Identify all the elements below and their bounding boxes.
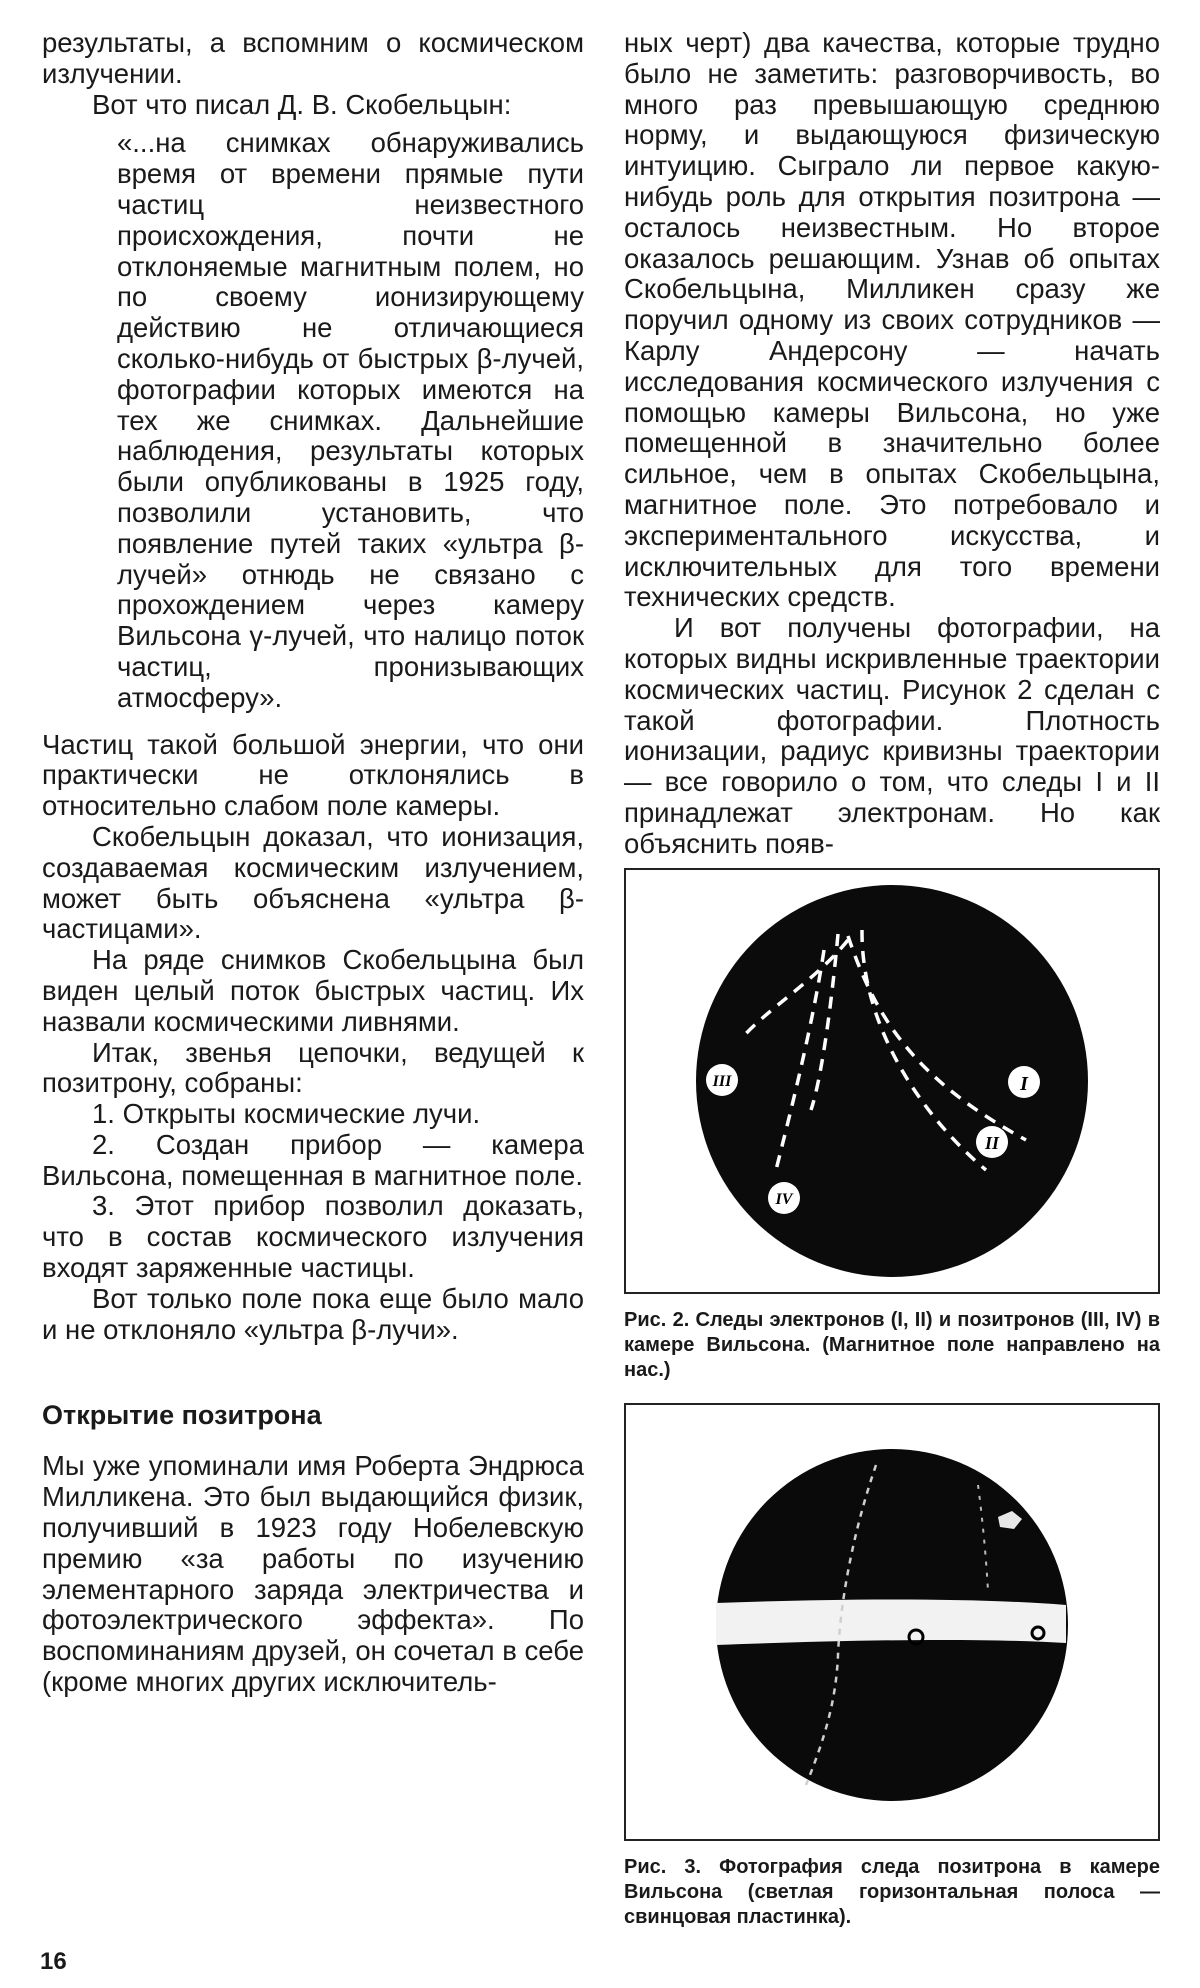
paragraph: Вот только поле пока еще было мало и не отклоняло «ультра β-лучи». xyxy=(42,1282,584,1345)
paragraph: Итак, звенья цепочки, ведущей к позитрону, собраны: xyxy=(42,1036,584,1099)
lead-plate xyxy=(716,1599,1066,1645)
label-I: I xyxy=(1020,1072,1028,1095)
paragraph: И вот получены фотографии, на которых видны искривленные траектории космических частиц. Рисунок 2 сделан с такой фотографии. Плотность ионизации, радиус кривизны траектории — все говорило о том, что следы I и II принадлежат электронам. Но как объяснить появ- xyxy=(624,612,1160,859)
paragraph: Вот что писал Д. В. Скобельцын: xyxy=(92,88,512,120)
left-column xyxy=(42,28,584,1698)
label-III: III xyxy=(712,1072,732,1090)
figure-2-cloud-chamber xyxy=(624,868,1160,1294)
paragraph: Скобельцын доказал, что ионизация, создаваемая космическим излучением, может быть объяснена «ультра β-частицами». xyxy=(42,820,584,945)
label-II: II xyxy=(984,1132,1000,1153)
paragraph: результаты, а вспомним о космическом излучении. xyxy=(42,27,584,89)
page-number: 16 xyxy=(40,1948,67,1975)
figure-2-drawing xyxy=(626,870,1158,1292)
figure-3-drawing xyxy=(626,1405,1158,1839)
list-item: 2. Создан прибор — камера Вильсона, помещенная в магнитное поле. xyxy=(42,1128,584,1191)
chain-list xyxy=(42,1099,584,1284)
label-IV: IV xyxy=(775,1190,793,1208)
section-heading: Открытие позитрона xyxy=(42,1400,322,1431)
skobeltsyn-quote: «...на снимках обнаруживались время от времени прямые пути частиц неизвестного происхождения, почти не отклоняемые магнитным полем, но по своему ионизирующему действию не отличающиеся сколько-нибудь от быстрых β-лучей, фотографии которых имеются на тех же снимках. Дальнейшие наблюдения, результаты которых были опубликованы в 1925 году, позволили установить, что появление путей таких «ультра β-лучей» отнюдь не связано с прохождением через камеру Вильсона γ-лучей, что налицо поток частиц, пронизывающих атмосферу». xyxy=(117,127,584,713)
figure-3-caption: Рис. 3. Фотография следа позитрона в камере Вильсона (светлая горизонтальная полоса — свинцовая пластинка). xyxy=(624,1855,1160,1928)
list-item: 1. Открыты космические лучи. xyxy=(92,1098,481,1130)
figure-2-caption: Рис. 2. Следы электронов (I, II) и позитронов (III, IV) в камере Вильсона. (Магнитное поле направлено на нас.) xyxy=(624,1308,1160,1381)
paragraph: На ряде снимков Скобельцына был виден целый поток быстрых частиц. Их назвали космическими ливнями. xyxy=(42,944,584,1037)
figure-3-positron-photo xyxy=(624,1403,1160,1841)
paragraph: Частиц такой большой энергии, что они практически не отклонялись в относительно слабом поле камеры. xyxy=(42,728,584,822)
list-item: 3. Этот прибор позволил доказать, что в состав космического излучения входят заряженные частицы. xyxy=(42,1190,584,1284)
right-column xyxy=(624,28,1160,1930)
paragraph: Мы уже упоминали имя Роберта Эндрюса Милликена. Это был выдающийся физик, получивший в 1923 году Нобелевскую премию «за работы по изучению элементарного заряда электричества и фотоэлектрического эффекта». По воспоминаниям друзей, он сочетал в себе (кроме многих других исключитель- xyxy=(42,1450,584,1698)
paragraph: ных черт) два качества, которые трудно было не заметить: разговорчивость, во много раз превышающую среднюю норму, и выдающуюся физическую интуицию. Сыграло ли первое какую-нибудь роль для открытия позитрона — осталось неизвестным. Но второе оказалось решающим. Узнав об опытах Скобельцына, Милликен сразу же поручил одному из своих сотрудников — Карлу Андерсону — начать исследования космического излучения с помощью камеры Вильсона, но уже помещенной в значительно более сильное, чем в опытах Скобельцына, магнитное поле. Это потребовало и экспериментального искусства, и исключительных для того времени технических средств. xyxy=(624,27,1160,613)
